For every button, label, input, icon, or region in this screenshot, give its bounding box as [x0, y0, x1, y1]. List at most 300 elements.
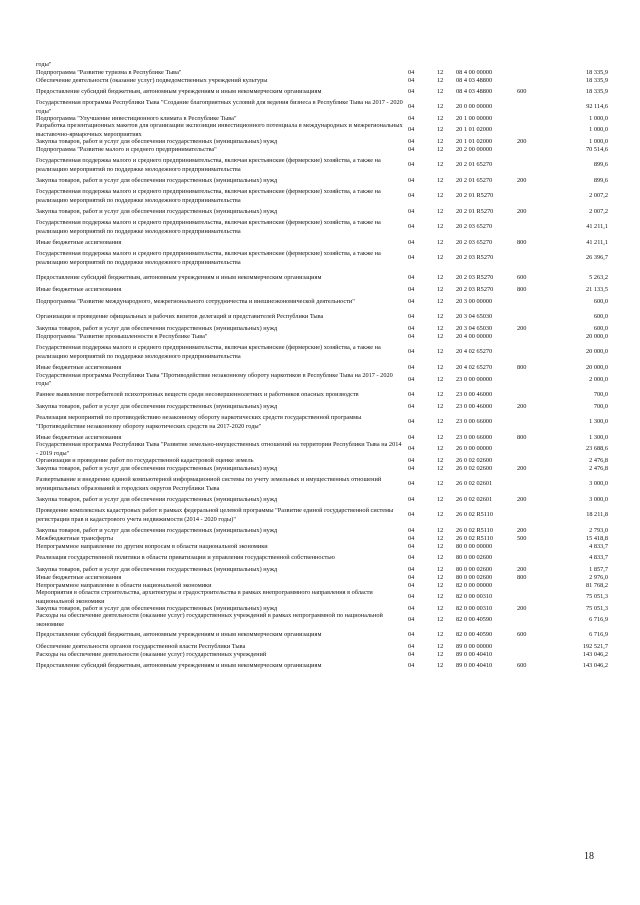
row-amount: 600,0: [593, 324, 608, 332]
row-amount: 3 000,0: [589, 495, 608, 503]
row-amount: 1 000,0: [589, 137, 608, 145]
row-amount: 92 114,6: [586, 103, 608, 111]
table-row: [36, 457, 608, 465]
row-target-code: 20 4 02 65270: [456, 348, 493, 356]
row-target-code: 08 4 00 00000: [456, 68, 493, 76]
row-subsection: 12: [437, 402, 444, 410]
row-name: Иные бюджетные ассигнования: [36, 573, 122, 581]
row-name: Обеспечение деятельности (оказание услуг) подведомственных учреждений культуры: [36, 76, 268, 84]
row-expense-type: 800: [517, 363, 527, 371]
row-target-code: 20 3 04 65030: [456, 313, 493, 321]
row-section: 04: [408, 176, 415, 184]
row-target-code: 20 2 03 65270: [456, 238, 493, 246]
row-amount: 700,0: [593, 391, 608, 399]
row-name: Закупка товаров, работ и услуг для обеспечения государственных (муниципальных) нужд: [36, 207, 278, 215]
row-name: Предоставление субсидий бюджетным, автономным учреждениям и иным некоммерческим организациям: [36, 631, 322, 639]
row-target-code: 20 3 04 65030: [456, 324, 493, 332]
table-row: [36, 333, 608, 341]
row-target-code: 20 1 01 02000: [456, 126, 493, 134]
row-name: Подпрограмма "Развитие малого и среднего предпринимательства": [36, 145, 217, 153]
row-subsection: 12: [437, 495, 444, 503]
row-section: 04: [408, 76, 415, 84]
row-name: Организация и проведение работ по государственной кадастровой оценке земель: [36, 456, 254, 464]
table-row: [36, 146, 608, 154]
row-name: Государственная поддержка малого и среднего предпринимательства, включая крестьянские (фермерские) хозяйства, а также на реализацию мероприятий по поддержке молодежного предпринимательства: [36, 188, 381, 204]
row-name: Расходы на обеспечение деятельности (оказание услуг) государственных учреждений в рамках непрограммной по национальной экономике: [36, 612, 383, 628]
row-subsection: 12: [437, 565, 444, 573]
row-subsection: 12: [437, 297, 444, 305]
row-target-code: 20 4 02 65270: [456, 363, 493, 371]
row-section: 04: [408, 254, 415, 262]
table-row: [36, 185, 608, 208]
row-section: 04: [408, 313, 415, 321]
row-section: 04: [408, 495, 415, 503]
row-name: Подпрограмма "Развитие промышленности в Республике Тыва": [36, 332, 208, 340]
row-name: Государственная поддержка малого и среднего предпринимательства, включая крестьянские (фермерские) хозяйства, а также на реализацию мероприятий по поддержке молодежного предпринимательства: [36, 344, 381, 360]
row-section: 04: [408, 526, 415, 534]
row-amount: 1 000,0: [589, 114, 608, 122]
row-target-code: 20 2 03 R5270: [456, 285, 494, 293]
table-row: [36, 61, 608, 69]
row-section: 04: [408, 207, 415, 215]
row-section: 04: [408, 593, 415, 601]
row-name: Государственная поддержка малого и среднего предпринимательства, включая крестьянские (фермерские) хозяйства, а также на реализацию мероприятий по поддержке молодежного предпринимательства: [36, 250, 381, 266]
row-amount: 899,6: [593, 176, 608, 184]
row-section: 04: [408, 534, 415, 542]
row-target-code: 80 0 00 02600: [456, 554, 493, 562]
row-name: Иные бюджетные ассигнования: [36, 238, 122, 246]
row-subsection: 12: [437, 207, 444, 215]
row-subsection: 12: [437, 433, 444, 441]
row-section: 04: [408, 402, 415, 410]
row-amount: 1 300,0: [589, 418, 608, 426]
row-subsection: 12: [437, 581, 444, 589]
table-row: [36, 372, 608, 388]
row-section: 04: [408, 662, 415, 670]
row-section: 04: [408, 542, 415, 550]
row-amount: 70 514,6: [585, 145, 608, 153]
table-row: [36, 216, 608, 239]
row-name: Предоставление субсидий бюджетным, автономным учреждениям и иным некоммерческим организациям: [36, 88, 322, 96]
row-subsection: 12: [437, 285, 444, 293]
table-row: [36, 473, 608, 496]
row-name: Подпрограмма "Развитие туризма в Республике Тыва": [36, 68, 182, 76]
table-row: [36, 138, 608, 146]
row-subsection: 12: [437, 554, 444, 562]
row-subsection: 12: [437, 445, 444, 453]
row-expense-type: 600: [517, 631, 527, 639]
row-expense-type: 200: [517, 137, 527, 145]
row-section: 04: [408, 480, 415, 488]
row-amount: 18 335,9: [585, 68, 608, 76]
row-name: Развертывание и внедрение единой компьютерной информационной системы по учету земельных и имущественных отношений муниципальных образований и городских округов Республики Тыва: [36, 476, 382, 492]
row-amount: 2 476,8: [589, 464, 608, 472]
table-row: [36, 590, 608, 605]
row-target-code: 26 0 02 02601: [456, 495, 493, 503]
row-subsection: 12: [437, 631, 444, 639]
row-target-code: 82 0 00 00310: [456, 593, 493, 601]
row-target-code: 80 0 00 02600: [456, 573, 493, 581]
row-expense-type: 800: [517, 573, 527, 581]
row-target-code: 20 3 00 00000: [456, 297, 493, 305]
row-name: Организация и проведение официальных и рабочих визитов делегаций и представителей Республики Тыва: [36, 313, 324, 321]
row-name: Обеспечение деятельности органов государственной власти Республики Тыва: [36, 642, 246, 650]
row-amount: 26 396,7: [585, 254, 608, 262]
row-expense-type: 600: [517, 662, 527, 670]
row-name: Закупка товаров, работ и услуг для обеспечения государственных (муниципальных) нужд: [36, 402, 278, 410]
table-row: [36, 123, 608, 138]
row-amount: 6 716,9: [589, 631, 608, 639]
row-name: Раннее выявление потребителей психотропных веществ среди несовершеннолетних и работников опасных производств: [36, 391, 359, 399]
row-section: 04: [408, 581, 415, 589]
row-target-code: 20 2 03 R5270: [456, 254, 494, 262]
row-expense-type: 200: [517, 464, 527, 472]
table-row: [36, 69, 608, 77]
row-amount: 899,6: [593, 161, 608, 169]
table-row: [36, 504, 608, 527]
row-target-code: 26 0 02 02600: [456, 464, 493, 472]
row-name: Иные бюджетные ассигнования: [36, 363, 122, 371]
row-amount: 41 211,1: [586, 238, 608, 246]
row-amount: 18 335,9: [585, 76, 608, 84]
row-amount: 18 335,9: [585, 88, 608, 96]
row-section: 04: [408, 332, 415, 340]
row-subsection: 12: [437, 126, 444, 134]
row-name: Реализация мероприятий по противодействию незаконному обороту наркотических средств государственной программы "Противодействие незаконному обороту наркотических средств на 2017-2020 годы": [36, 414, 362, 430]
row-subsection: 12: [437, 604, 444, 612]
row-target-code: 20 2 01 65270: [456, 161, 493, 169]
row-subsection: 12: [437, 332, 444, 340]
row-section: 04: [408, 631, 415, 639]
row-target-code: 20 2 03 65270: [456, 223, 493, 231]
row-name: Закупка товаров, работ и услуг для обеспечения государственных (муниципальных) нужд: [36, 565, 278, 573]
row-amount: 2 000,0: [589, 375, 608, 383]
table-row: [36, 388, 608, 403]
row-target-code: 26 0 02 R5110: [456, 526, 494, 534]
row-subsection: 12: [437, 88, 444, 96]
row-section: 04: [408, 145, 415, 153]
table-row: [36, 100, 608, 115]
row-subsection: 12: [437, 456, 444, 464]
row-expense-type: 200: [517, 207, 527, 215]
row-target-code: 89 0 00 40410: [456, 662, 493, 670]
table-row: [36, 247, 608, 270]
row-target-code: 20 2 01 R5270: [456, 207, 494, 215]
row-target-code: 89 0 00 40410: [456, 650, 493, 658]
row-section: 04: [408, 285, 415, 293]
row-amount: 2 007,2: [589, 192, 608, 200]
row-section: 04: [408, 554, 415, 562]
row-target-code: 20 0 00 00000: [456, 103, 493, 111]
row-subsection: 12: [437, 511, 444, 519]
row-expense-type: 200: [517, 604, 527, 612]
table-row: [36, 465, 608, 473]
row-subsection: 12: [437, 348, 444, 356]
table-row: [36, 442, 608, 457]
row-subsection: 12: [437, 254, 444, 262]
row-subsection: 12: [437, 662, 444, 670]
table-row: [36, 403, 608, 411]
row-section: 04: [408, 604, 415, 612]
row-subsection: 12: [437, 103, 444, 111]
row-subsection: 12: [437, 223, 444, 231]
page-number: 18: [584, 851, 594, 862]
row-target-code: 82 0 00 40590: [456, 616, 493, 624]
row-name: Закупка товаров, работ и услуг для обеспечения государственных (муниципальных) нужд: [36, 526, 278, 534]
row-amount: 20 000,0: [585, 363, 608, 371]
row-name: Закупка товаров, работ и услуг для обеспечения государственных (муниципальных) нужд: [36, 464, 278, 472]
row-amount: 21 133,5: [585, 285, 608, 293]
row-section: 04: [408, 114, 415, 122]
table-row: [36, 341, 608, 364]
row-section: 04: [408, 192, 415, 200]
row-amount: 600,0: [593, 313, 608, 321]
table-row: [36, 154, 608, 177]
row-subsection: 12: [437, 145, 444, 153]
row-expense-type: 200: [517, 176, 527, 184]
row-amount: 75 051,3: [585, 604, 608, 612]
row-name: Иные бюджетные ассигнования: [36, 285, 122, 293]
row-amount: 20 000,0: [585, 332, 608, 340]
row-subsection: 12: [437, 176, 444, 184]
row-section: 04: [408, 324, 415, 332]
row-expense-type: 800: [517, 238, 527, 246]
row-subsection: 12: [437, 238, 444, 246]
row-section: 04: [408, 391, 415, 399]
row-name: Предоставление субсидий бюджетным, автономным учреждениям и иным некоммерческим организациям: [36, 273, 322, 281]
row-expense-type: 800: [517, 433, 527, 441]
row-expense-type: 200: [517, 402, 527, 410]
row-target-code: 23 0 00 00000: [456, 375, 493, 383]
row-amount: 4 833,7: [589, 554, 608, 562]
table-row: [36, 496, 608, 504]
row-subsection: 12: [437, 593, 444, 601]
table-row: [36, 566, 608, 574]
table-row: [36, 535, 608, 543]
row-amount: 23 688,6: [585, 445, 608, 453]
row-name: Закупка товаров, работ и услуг для обеспечения государственных (муниципальных) нужд: [36, 324, 278, 332]
row-subsection: 12: [437, 573, 444, 581]
row-section: 04: [408, 273, 415, 281]
row-amount: 41 211,1: [586, 223, 608, 231]
row-name: Государственная программа Республики Тыва "Создание благоприятных условий для ведения бизнеса в Республике Тыва на 2017 - 2020 годы": [36, 99, 403, 115]
row-subsection: 12: [437, 542, 444, 550]
row-expense-type: 200: [517, 495, 527, 503]
table-row: [36, 613, 608, 628]
row-section: 04: [408, 348, 415, 356]
row-amount: 2 476,8: [589, 456, 608, 464]
row-subsection: 12: [437, 464, 444, 472]
row-section: 04: [408, 418, 415, 426]
table-row: [36, 551, 608, 566]
row-section: 04: [408, 511, 415, 519]
row-target-code: 26 0 02 R5110: [456, 534, 494, 542]
table-row: [36, 574, 608, 582]
table-row: [36, 643, 608, 651]
row-amount: 1 000,0: [589, 126, 608, 134]
row-subsection: 12: [437, 616, 444, 624]
table-row: [36, 527, 608, 535]
row-amount: 143 046,2: [582, 650, 608, 658]
row-section: 04: [408, 456, 415, 464]
table-row: [36, 286, 608, 294]
row-target-code: 26 0 02 02600: [456, 456, 493, 464]
row-subsection: 12: [437, 526, 444, 534]
row-subsection: 12: [437, 391, 444, 399]
row-name: Подпрограмма "Улучшение инвестиционного климата в Республике Тыва": [36, 114, 237, 122]
row-expense-type: 500: [517, 534, 527, 542]
row-expense-type: 200: [517, 324, 527, 332]
row-section: 04: [408, 88, 415, 96]
row-subsection: 12: [437, 642, 444, 650]
row-name: годы": [36, 60, 52, 68]
row-target-code: 26 0 02 02601: [456, 480, 493, 488]
row-target-code: 89 0 00 00000: [456, 642, 493, 650]
row-name: Государственная программа Республики Тыва "Развитие земельно-имущественных отношений на территории Республики Тыва на 2014 - 2019 годы": [36, 441, 402, 457]
row-name: Закупка товаров, работ и услуг для обеспечения государственных (муниципальных) нужд: [36, 604, 278, 612]
row-target-code: 26 0 00 00000: [456, 445, 493, 453]
row-section: 04: [408, 433, 415, 441]
row-name: Подпрограмма "Развитие международного, межрегионального сотрудничества и внешнеэкономической деятельности": [36, 297, 355, 305]
row-target-code: 23 0 00 46000: [456, 402, 493, 410]
table-row: [36, 177, 608, 185]
row-target-code: 08 4 03 48800: [456, 76, 493, 84]
row-subsection: 12: [437, 418, 444, 426]
table-row: [36, 270, 608, 286]
row-target-code: 82 0 00 00000: [456, 581, 493, 589]
row-subsection: 12: [437, 375, 444, 383]
row-target-code: 08 4 03 48800: [456, 88, 493, 96]
row-amount: 700,0: [593, 402, 608, 410]
row-name: Непрограммное направление по другим вопросам в области национальной экономики: [36, 542, 268, 550]
row-name: Закупка товаров, работ и услуг для обеспечения государственных (муниципальных) нужд: [36, 137, 278, 145]
row-name: Проведение комплексных кадастровых работ в рамках федеральной целевой программы "Развитие единой государственной системы регистрации прав и кадастрового учета недвижимости (2014 - 2020 годы)": [36, 507, 394, 523]
row-section: 04: [408, 650, 415, 658]
row-target-code: 82 0 00 40590: [456, 631, 493, 639]
table-row: [36, 310, 608, 325]
row-name: Закупка товаров, работ и услуг для обеспечения государственных (муниципальных) нужд: [36, 176, 278, 184]
row-section: 04: [408, 616, 415, 624]
row-amount: 192 521,7: [582, 642, 608, 650]
row-section: 04: [408, 642, 415, 650]
row-amount: 4 833,7: [589, 542, 608, 550]
row-amount: 18 211,8: [586, 511, 608, 519]
row-name: Межбюджетные трансферты: [36, 534, 114, 542]
row-section: 04: [408, 126, 415, 134]
row-subsection: 12: [437, 273, 444, 281]
row-section: 04: [408, 223, 415, 231]
table-row: [36, 239, 608, 247]
row-target-code: 20 2 03 R5270: [456, 273, 494, 281]
row-section: 04: [408, 68, 415, 76]
row-name: Расходы на обеспечение деятельности (оказание услуг) государственных учреждений: [36, 650, 267, 658]
row-amount: 3 000,0: [589, 480, 608, 488]
row-section: 04: [408, 238, 415, 246]
row-amount: 6 716,9: [589, 616, 608, 624]
table-row: [36, 294, 608, 310]
row-subsection: 12: [437, 76, 444, 84]
table-row: [36, 208, 608, 216]
row-section: 04: [408, 573, 415, 581]
row-amount: 81 768,2: [585, 581, 608, 589]
row-expense-type: 200: [517, 526, 527, 534]
row-name: Разработка презентационных макетов для организации экспозиции инвестиционного потенциала в международных и межрегиональных выставочно-ярмарочных мероприятиях: [36, 122, 403, 138]
table-row: [36, 651, 608, 659]
row-name: Государственная поддержка малого и среднего предпринимательства, включая крестьянские (фермерские) хозяйства, а также на реализацию мероприятий по поддержке молодежного предпринимательства: [36, 157, 381, 173]
table-row: [36, 543, 608, 551]
row-target-code: 20 2 01 65270: [456, 176, 493, 184]
budget-table: [36, 61, 608, 674]
row-amount: 600,0: [593, 297, 608, 305]
row-expense-type: 600: [517, 273, 527, 281]
row-name: Мероприятия в области строительства, архитектуры и градостроительства в рамках внепрограммного направления в области национальной экономики: [36, 589, 373, 605]
row-section: 04: [408, 445, 415, 453]
row-subsection: 12: [437, 480, 444, 488]
row-target-code: 20 2 01 R5270: [456, 192, 494, 200]
row-target-code: 80 0 00 00000: [456, 542, 493, 550]
row-subsection: 12: [437, 161, 444, 169]
row-target-code: 20 1 01 02000: [456, 137, 493, 145]
row-target-code: 20 2 00 00000: [456, 145, 493, 153]
row-expense-type: 600: [517, 88, 527, 96]
row-amount: 2 793,0: [589, 526, 608, 534]
row-section: 04: [408, 565, 415, 573]
row-subsection: 12: [437, 114, 444, 122]
row-amount: 20 000,0: [585, 348, 608, 356]
row-target-code: 23 0 00 66000: [456, 433, 493, 441]
row-subsection: 12: [437, 137, 444, 145]
row-target-code: 20 4 00 00000: [456, 332, 493, 340]
row-target-code: 26 0 02 R5110: [456, 511, 494, 519]
row-name: Закупка товаров, работ и услуг для обеспечения государственных (муниципальных) нужд: [36, 495, 278, 503]
row-name: Предоставление субсидий бюджетным, автономным учреждениям и иным некоммерческим организациям: [36, 662, 322, 670]
row-section: 04: [408, 103, 415, 111]
row-subsection: 12: [437, 324, 444, 332]
row-section: 04: [408, 464, 415, 472]
row-subsection: 12: [437, 534, 444, 542]
table-row: [36, 85, 608, 100]
row-subsection: 12: [437, 363, 444, 371]
row-name: Государственная программа Республики Тыва "Противодействие незаконному обороту наркотиков в Республике Тыва на 2017 - 2020 годы": [36, 371, 393, 387]
row-section: 04: [408, 375, 415, 383]
row-subsection: 12: [437, 68, 444, 76]
table-row: [36, 411, 608, 434]
row-target-code: 23 0 00 46000: [456, 391, 493, 399]
row-subsection: 12: [437, 192, 444, 200]
row-name: Государственная поддержка малого и среднего предпринимательства, включая крестьянские (фермерские) хозяйства, а также на реализацию мероприятий по поддержке молодежного предпринимательства: [36, 219, 381, 235]
row-name: Реализация государственной политики в области приватизации и управления государственной собственностью: [36, 554, 335, 562]
table-row: [36, 628, 608, 643]
table-row: [36, 659, 608, 674]
row-expense-type: 800: [517, 285, 527, 293]
row-amount: 2 007,2: [589, 207, 608, 215]
row-amount: 5 263,2: [589, 273, 608, 281]
row-subsection: 12: [437, 650, 444, 658]
row-amount: 75 051,3: [585, 593, 608, 601]
row-target-code: 20 1 00 00000: [456, 114, 493, 122]
row-section: 04: [408, 137, 415, 145]
row-subsection: 12: [437, 313, 444, 321]
row-target-code: 80 0 00 02600: [456, 565, 493, 573]
row-section: 04: [408, 161, 415, 169]
row-section: 04: [408, 363, 415, 371]
row-amount: 1 300,0: [589, 433, 608, 441]
row-amount: 143 046,2: [582, 662, 608, 670]
row-expense-type: 200: [517, 565, 527, 573]
table-row: [36, 325, 608, 333]
row-amount: 1 857,7: [589, 565, 608, 573]
table-row: [36, 77, 608, 85]
